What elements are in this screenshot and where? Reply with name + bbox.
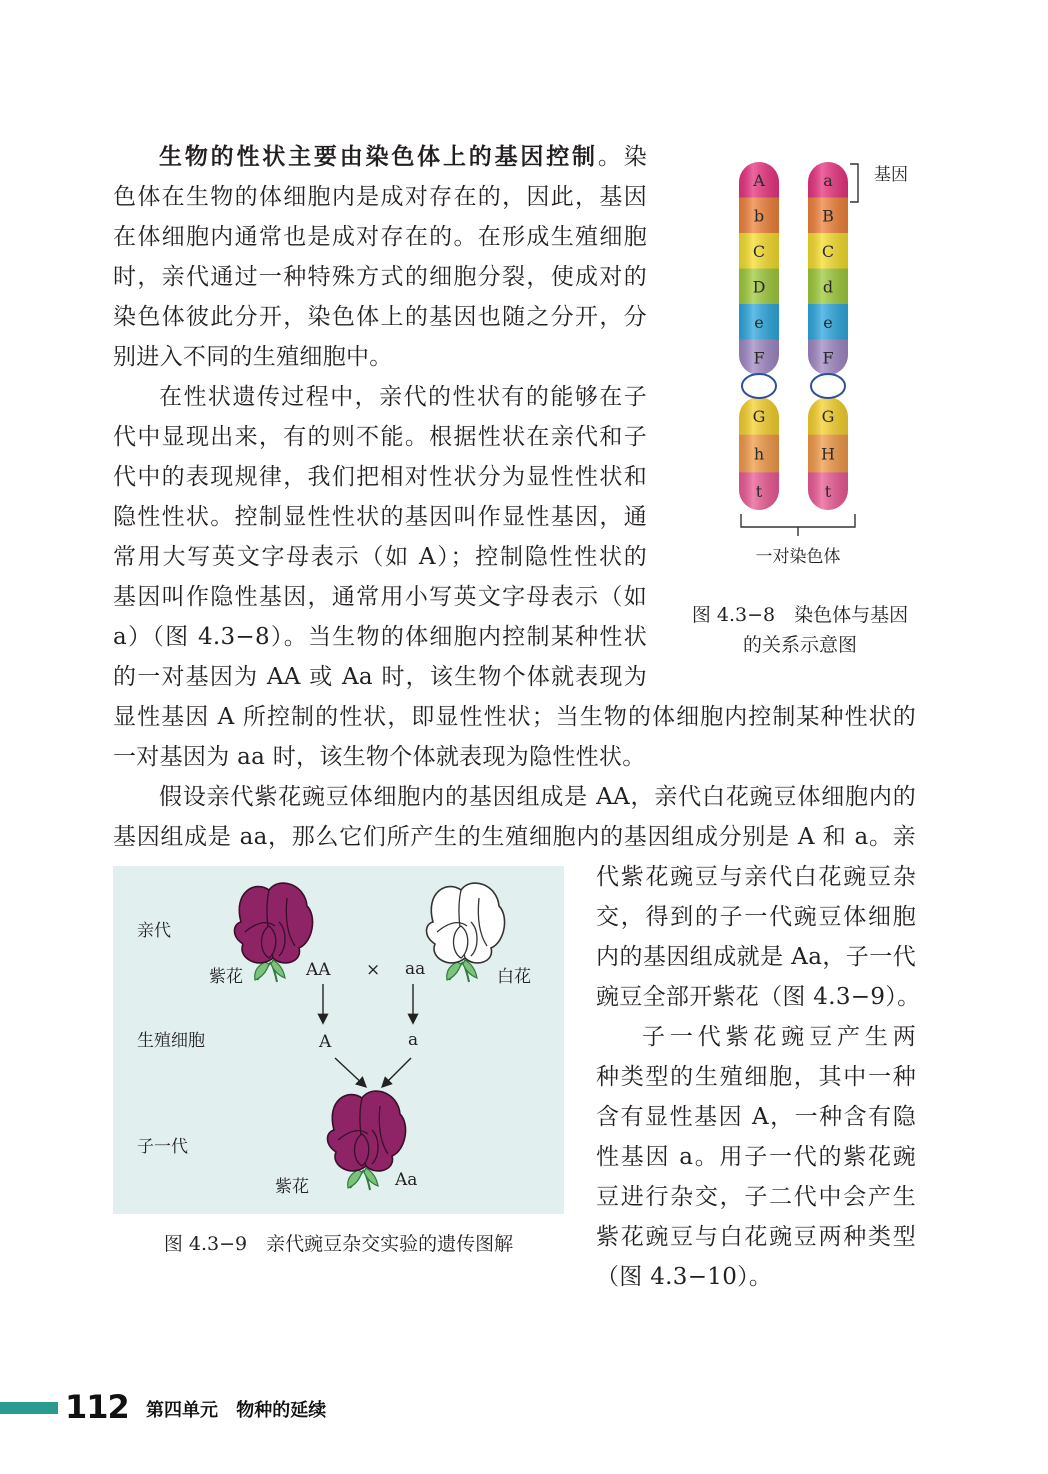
text-line: 内的基因组成就是 Aa，子一代 (596, 944, 916, 970)
right-gene-letter: G (821, 406, 835, 426)
right-gene-letter: C (821, 241, 835, 261)
genotype-Aa: Aa (395, 1170, 418, 1190)
right-gene-letter: t (824, 482, 832, 502)
gamete-a: a (408, 1030, 419, 1050)
chromosome-diagram (700, 150, 930, 580)
left-gene-letter: t (755, 482, 763, 502)
text-line: a）（图 4.3−8）。当生物的体细胞内控制某种性状 (113, 624, 647, 650)
figure-4-3-9-panel (113, 866, 564, 1214)
paragraph-dominant-recessive (113, 377, 647, 697)
offspring-purple-pea-flower (328, 1091, 406, 1190)
text-line: 时，亲代通过一种特殊方式的细胞分裂，使成对的 (113, 264, 647, 290)
footer-accent-bar (0, 1402, 58, 1414)
caption-line: 的关系示意图 (742, 634, 857, 656)
text-line: 子一代紫花豌豆产生两 (642, 1024, 916, 1050)
text-line: 在性状遗传过程中，亲代的性状有的能够在子 (159, 384, 647, 410)
paragraph-pea-cross (113, 777, 916, 857)
text-line: 基因叫作隐性基因，通常用小写英文字母表示（如 (113, 584, 647, 610)
white-flower-label: 白花 (497, 967, 531, 987)
text-line: 豆进行杂交，子二代中会产生 (596, 1184, 916, 1210)
pair-label: 一对染色体 (755, 547, 841, 567)
pair-bracket (741, 514, 855, 536)
offspring-flower-label: 紫花 (275, 1177, 309, 1197)
cross-diagram-graphics (113, 866, 564, 1214)
text-line: 性基因 a。用子一代的紫花豌 (596, 1144, 916, 1170)
gamete-A: A (319, 1032, 332, 1052)
paragraph-pea-cross-cont (596, 857, 921, 1017)
purple-pea-flower (235, 883, 313, 982)
right-gene-letter: a (823, 170, 833, 190)
key-statement: 生物的性状主要由染色体上的基因控制 (159, 144, 598, 170)
right-gene-letter: F (822, 348, 834, 368)
text-line: 紫花豌豆与白花豌豆两种类型 (596, 1224, 916, 1250)
row-label-offspring: 子一代 (137, 1137, 188, 1157)
text-line: 染色体彼此分开，染色体上的基因也随之分开，分 (113, 304, 647, 330)
text-line: 假设亲代紫花豌豆体细胞内的基因组成是 AA，亲代白花豌豆体细胞内的 (159, 784, 916, 810)
left-gene-letter: b (753, 206, 765, 226)
gene-bracket (850, 164, 858, 202)
figure-4-3-8-caption (670, 600, 930, 660)
text-line: 生物的性状主要由染色体上的基因控制。染 (159, 144, 647, 170)
text-line: 代中的表现规律，我们把相对性状分为显性性状和 (113, 464, 647, 490)
right-gene-letter: d (822, 277, 834, 297)
paragraph-second-generation (596, 1017, 916, 1297)
paragraph-genes-chromosomes (113, 137, 647, 377)
text-line: 在体细胞内通常也是成对存在的。在形成生殖细胞 (113, 224, 647, 250)
text-line: 豌豆全部开紫花（图 4.3−9）。 (596, 984, 921, 1010)
text-line: 显性基因 A 所控制的性状，即显性性状；当生物的体细胞内控制某种性状的 (113, 704, 916, 730)
text-line: 别进入不同的生殖细胞中。 (113, 344, 393, 370)
text-line: 基因组成是 aa，那么它们所产生的生殖细胞内的基因组成分别是 A 和 a。亲 (113, 824, 916, 850)
arrow-a-to-offspring (383, 1058, 411, 1086)
right-gene-letter: e (823, 312, 833, 332)
text-line: 常用大写英文字母表示（如 A）；控制隐性性状的 (113, 544, 647, 570)
cross-sign: × (366, 960, 381, 980)
left-centromere (742, 374, 776, 398)
paragraph-dominant-recessive-cont (113, 697, 916, 777)
unit-label: 第四单元 (146, 1400, 218, 1421)
left-gene-letter: F (753, 348, 765, 368)
text-line: 代中显现出来，有的则不能。根据性状在亲代和子 (113, 424, 647, 450)
genotype-AA: AA (306, 960, 331, 980)
caption-line: 图 4.3−8 染色体与基因 (691, 604, 909, 626)
text-line: 含有显性基因 A，一种含有隐 (596, 1104, 916, 1130)
left-gene-letter: e (754, 312, 764, 332)
footer-chapter-title (146, 1396, 326, 1422)
arrow-A-to-offspring (335, 1058, 365, 1086)
text-line: 一对基因为 aa 时，该生物个体就表现为隐性性状。 (113, 744, 646, 770)
row-label-gamete: 生殖细胞 (137, 1031, 205, 1051)
left-gene-letter: h (753, 444, 765, 464)
right-gene-letter: H (821, 444, 835, 464)
text-line: 隐性性状。控制显性性状的基因叫作显性基因，通 (113, 504, 647, 530)
left-gene-letter: D (752, 277, 766, 297)
text-line: 种类型的生殖细胞，其中一种 (596, 1064, 916, 1090)
text-line: 交，得到的子一代豌豆体细胞 (596, 904, 916, 930)
row-label-parent: 亲代 (137, 921, 171, 941)
right-gene-letter: B (822, 206, 834, 226)
left-gene-letter: G (752, 406, 766, 426)
left-gene-letter: A (753, 170, 765, 190)
gene-label: 基因 (874, 165, 908, 185)
purple-flower-label: 紫花 (209, 967, 243, 987)
page-number: 112 (65, 1388, 129, 1426)
right-centromere (811, 374, 845, 398)
text-line: 的一对基因为 AA 或 Aa 时，该生物个体就表现为 (113, 664, 647, 690)
left-gene-letter: C (752, 241, 766, 261)
figure-4-3-9-caption: 图 4.3−9 亲代豌豆杂交实验的遗传图解 (163, 1233, 514, 1255)
chapter-label: 物种的延续 (236, 1400, 327, 1421)
text-line: 色体在生物的体细胞内是成对存在的，因此，基因 (113, 184, 647, 210)
genotype-aa: aa (405, 959, 426, 979)
text-line: 代紫花豌豆与亲代白花豌豆杂 (596, 864, 916, 890)
white-pea-flower (427, 883, 505, 982)
text-line: （图 4.3−10）。 (596, 1264, 773, 1290)
